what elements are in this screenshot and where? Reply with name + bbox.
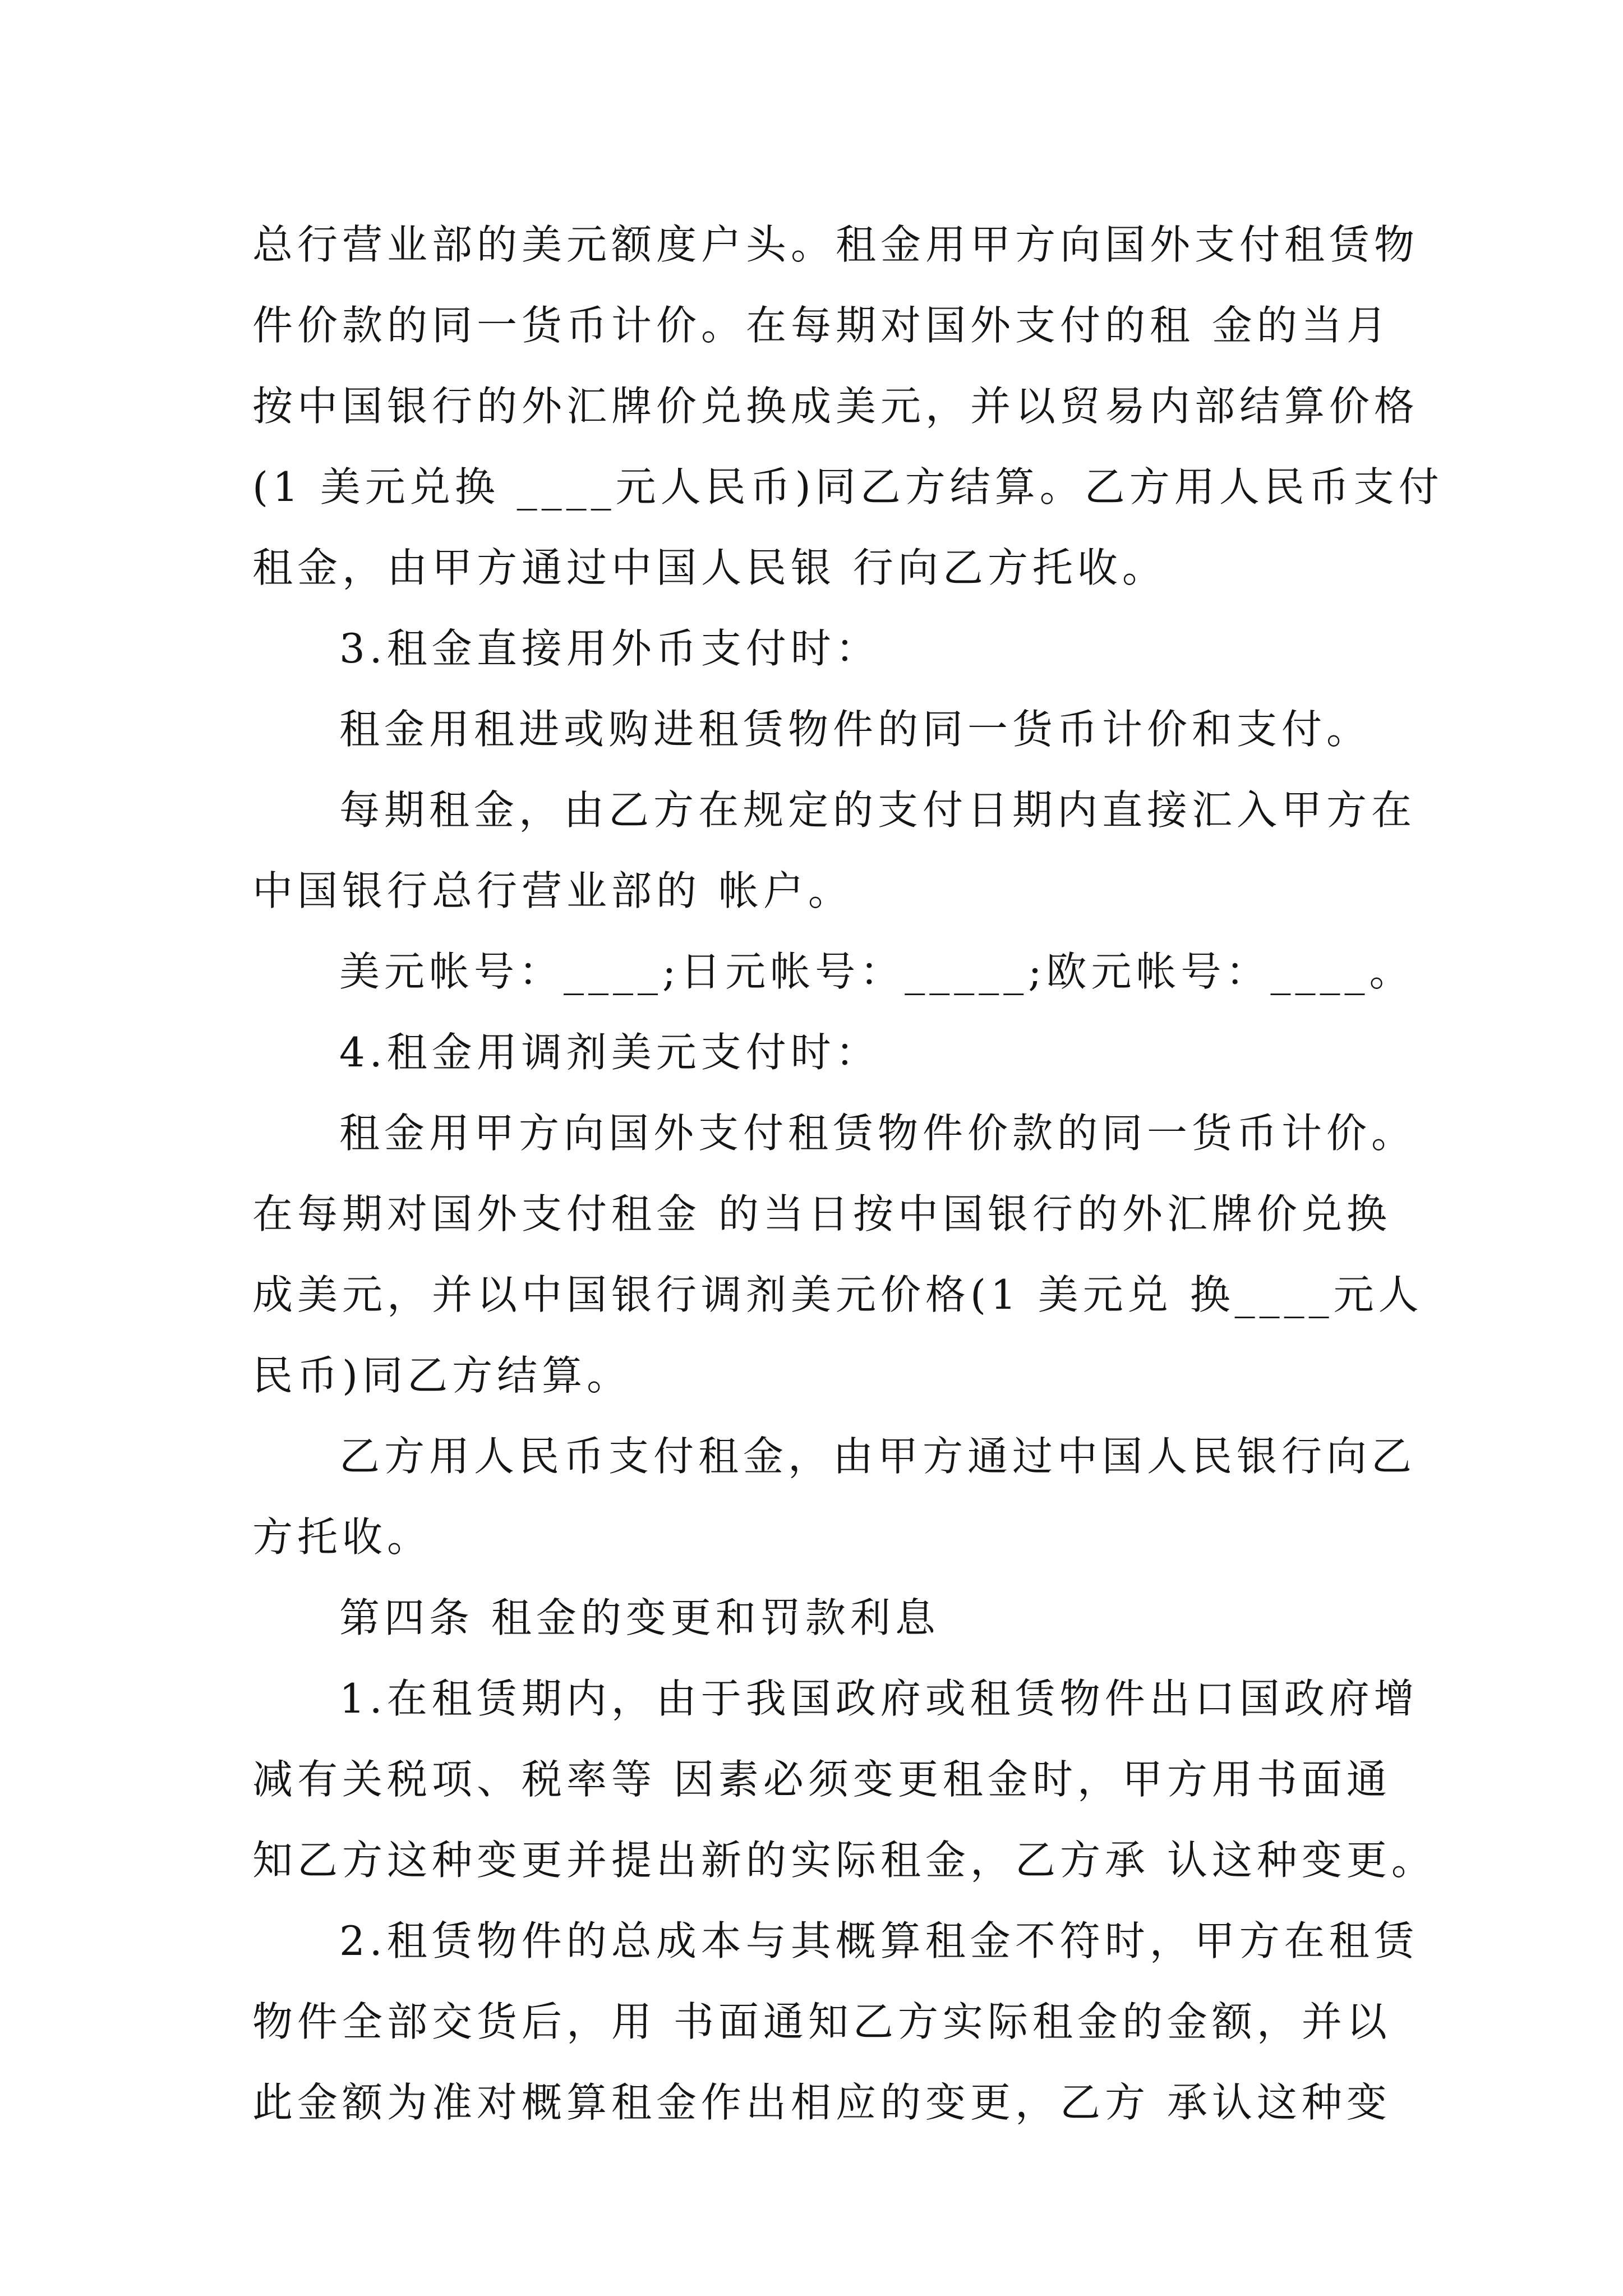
text-line: 每期租金，由乙方在规定的支付日期内直接汇入甲方在 — [339, 786, 1417, 834]
text-line: 2.租赁物件的总成本与其概算租金不符时，甲方在租赁 — [339, 1917, 1419, 1964]
text-line: 1.在租赁期内，由于我国政府或租赁物件出口国政府增 — [339, 1675, 1419, 1722]
text-line: 成美元，并以中国银行调剂美元价格(1 美元兑 换____元人 — [252, 1271, 1423, 1318]
text-line: 知乙方这种变更并提出新的实际租金，乙方承 认这种变更。 — [252, 1837, 1436, 1884]
text-line: 减有关税项、税率等 因素必须变更租金时，甲方用书面通 — [252, 1756, 1391, 1803]
text-line: 乙方用人民币支付租金，由甲方通过中国人民银行向乙 — [339, 1433, 1417, 1480]
text-line: 中国银行总行营业部的 帐户。 — [252, 867, 853, 914]
text-line: 租金用租进或购进租赁物件的同一货币计价和支付。 — [339, 706, 1372, 753]
text-line: 按中国银行的外汇牌价兑换成美元，并以贸易内部结算价格 — [252, 383, 1419, 430]
text-line: 此金额为准对概算租金作出相应的变更，乙方 承认这种变 — [252, 2079, 1391, 2126]
text-line: 件价款的同一货币计价。在每期对国外支付的租 金的当月 — [252, 302, 1391, 349]
section-heading: 3.租金直接用外币支付时： — [339, 625, 880, 672]
section-heading: 4.租金用调剂美元支付时： — [339, 1029, 880, 1076]
text-line: 民币)同乙方结算。 — [252, 1352, 632, 1399]
text-line: 方托收。 — [252, 1513, 432, 1561]
text-line: 租金用甲方向国外支付租赁物件价款的同一货币计价。 — [339, 1110, 1417, 1157]
text-line: 总行营业部的美元额度户头。租金用甲方向国外支付租赁物 — [252, 221, 1419, 268]
text-line: 物件全部交货后，用 书面通知乙方实际租金的金额，并以 — [252, 1998, 1391, 2045]
text-line: 在每期对国外支付租金 的当日按中国银行的外汇牌价兑换 — [252, 1190, 1391, 1237]
article-heading: 第四条 租金的变更和罚款利息 — [339, 1594, 940, 1641]
text-line: 租金，由甲方通过中国人民银 行向乙方托收。 — [252, 544, 1167, 591]
account-numbers: 美元帐号：____;日元帐号：_____;欧元帐号：____。 — [339, 948, 1414, 995]
text-line: (1 美元兑换 ____元人民币)同乙方结算。乙方用人民币支付 — [252, 463, 1444, 510]
